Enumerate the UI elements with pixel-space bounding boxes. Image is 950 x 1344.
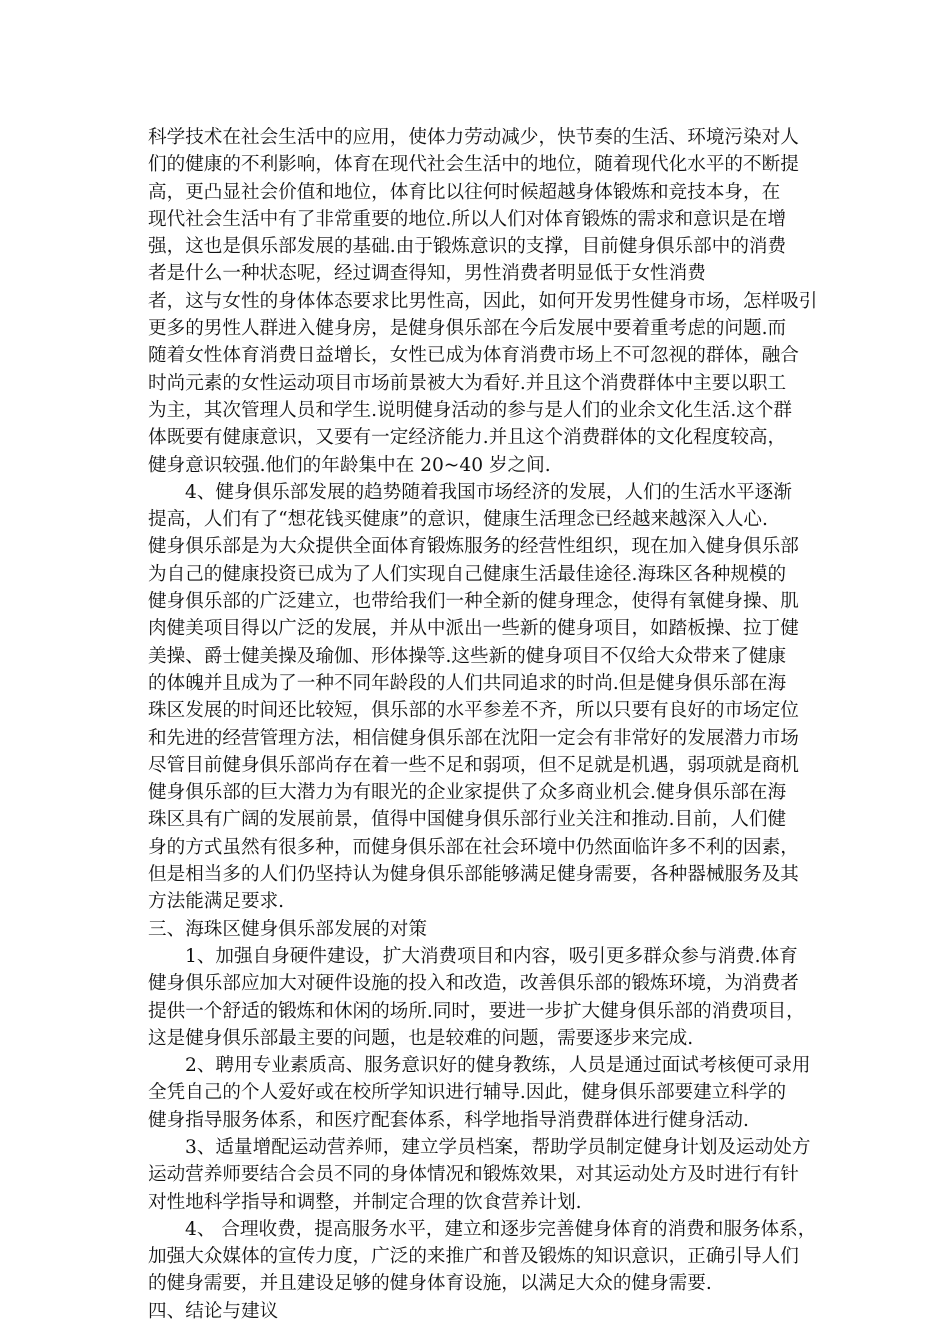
text-line: 者是什么一种状态呢，经过调查得知，男性消费者明显低于女性消费 [148, 263, 706, 285]
text-line: 和先进的经营管理方法，相信健身俱乐部在沈阳一定会有非常好的发展潜力市场 [148, 727, 799, 749]
text-line: 健身意识较强.他们的年龄集中在 20~40 岁之间. [148, 454, 551, 476]
text-line: 加强大众媒体的宣传力度，广泛的来推广和普及锻炼的知识意识，正确引导人们 [148, 1246, 799, 1268]
text-line: 现代社会生活中有了非常重要的地位.所以人们对体育锻炼的需求和意识是在增 [148, 208, 787, 230]
text-line: 更多的男性人群进入健身房，是健身俱乐部在今后发展中要着重考虑的问题.而 [148, 318, 787, 340]
text-line: 运动营养师要结合会员不同的身体情况和锻炼效果，对其运动处方及时进行有针 [148, 1164, 799, 1186]
text-line: 健身俱乐部的广泛建立，也带给我们一种全新的健身理念，使得有氧健身操、肌 [148, 591, 799, 613]
text-line: 体既要有健康意识，又要有一定经济能力.并且这个消费群体的文化程度较高， [148, 427, 787, 449]
text-line: 但是相当多的人们仍坚持认为健身俱乐部能够满足健身需要，各种器械服务及其 [148, 864, 799, 886]
text-line: 2、聘用专业素质高、服务意识好的健身教练，人员是通过面试考核便可录用 [185, 1055, 811, 1077]
text-line: 健身俱乐部应加大对硬件设施的投入和改造，改善俱乐部的锻炼环境，为消费者 [148, 973, 799, 995]
text-line: 为自己的健康投资已成为了人们实现自己健康生活最佳途径.海珠区各种规模的 [148, 563, 787, 585]
text-line: 对性地科学指导和调整，并制定合理的饮食营养计划. [148, 1191, 582, 1213]
text-line: 珠区发展的时间还比较短，俱乐部的水平参差不齐，所以只要有良好的市场定位 [148, 700, 799, 722]
text-line: 健身俱乐部是为大众提供全面体育锻炼服务的经营性组织，现在加入健身俱乐部 [148, 536, 799, 558]
text-line: 提高，人们有了“想花钱买健康”的意识，健康生活理念已经越来越深入人心. [148, 509, 768, 531]
text-line: 科学技术在社会生活中的应用，使体力劳动减少，快节奏的生活、环境污染对人 [148, 127, 799, 148]
text-line: 随着女性体育消费日益增长，女性已成为体育消费市场上不可忽视的群体，融合 [148, 345, 799, 367]
text-line: 方法能满足要求. [148, 891, 285, 913]
text-line: 身的方式虽然有很多种，而健身俱乐部在社会环境中仍然面临许多不利的因素， [148, 836, 799, 858]
text-line: 全凭自己的个人爱好或在校所学知识进行辅导.因此，健身俱乐部要建立科学的 [148, 1082, 787, 1104]
text-line: 美操、爵士健美操及瑜伽、形体操等.这些新的健身项目不仅给大众带来了健康 [148, 645, 787, 667]
text-line: 三、海珠区健身俱乐部发展的对策 [148, 918, 427, 940]
text-line: 4、健身俱乐部发展的趋势随着我国市场经济的发展，人们的生活水平逐渐 [185, 481, 792, 503]
text-line: 提供一个舒适的锻炼和休闲的场所.同时，要进一步扩大健身俱乐部的消费项目， [148, 1000, 805, 1022]
text-line: 1、加强自身硬件建设，扩大消费项目和内容，吸引更多群众参与消费.体育 [185, 945, 798, 967]
text-line: 为主，其次管理人员和学生.说明健身活动的参与是人们的业余文化生活.这个群 [148, 399, 793, 421]
text-line: 健身指导服务体系，和医疗配套体系，科学地指导消费群体进行健身活动. [148, 1109, 749, 1131]
text-line: 尽管目前健身俱乐部尚存在着一些不足和弱项，但不足就是机遇，弱项就是商机 [148, 754, 799, 776]
text-line: 强，这也是俱乐部发展的基础.由于锻炼意识的支撑，目前健身俱乐部中的消费 [148, 236, 787, 258]
text-line: 四、结论与建议 [148, 1300, 279, 1322]
text-line: 的体魄并且成为了一种不同年龄段的人们共同追求的时尚.但是健身俱乐部在海 [148, 672, 787, 694]
text-line: 们的健康的不利影响，体育在现代社会生活中的地位，随着现代化水平的不断提 [148, 154, 799, 176]
text-line: 4、 合理收费，提高服务水平，建立和逐步完善健身体育的消费和服务体系， [185, 1218, 817, 1240]
text-line: 肉健美项目得以广泛的发展，并从中派出一些新的健身项目，如踏板操、拉丁健 [148, 618, 799, 640]
text-line: 健身俱乐部的巨大潜力为有眼光的企业家提供了众多商业机会.健身俱乐部在海 [148, 782, 787, 804]
text-line: 时尚元素的女性运动项目市场前景被大为看好.并且这个消费群体中主要以职工 [148, 372, 787, 394]
text-line: 3、适量增配运动营养师，建立学员档案，帮助学员制定健身计划及运动处方 [185, 1136, 811, 1158]
text-line: 者，这与女性的身体体态要求比男性高，因此，如何开发男性健身市场，怎样吸引 [148, 290, 818, 312]
text-line: 珠区具有广阔的发展前景，值得中国健身俱乐部行业关注和推动.目前，人们健 [148, 809, 787, 831]
text-line: 这是健身俱乐部最主要的问题，也是较难的问题，需要逐步来完成. [148, 1027, 694, 1049]
document-page [148, 124, 818, 1325]
text-line: 高，更凸显社会价值和地位，体育比以往何时候超越身体锻炼和竞技本身，在 [148, 181, 781, 203]
text-line: 的健身需要，并且建设足够的健身体育设施，以满足大众的健身需要. [148, 1273, 712, 1295]
